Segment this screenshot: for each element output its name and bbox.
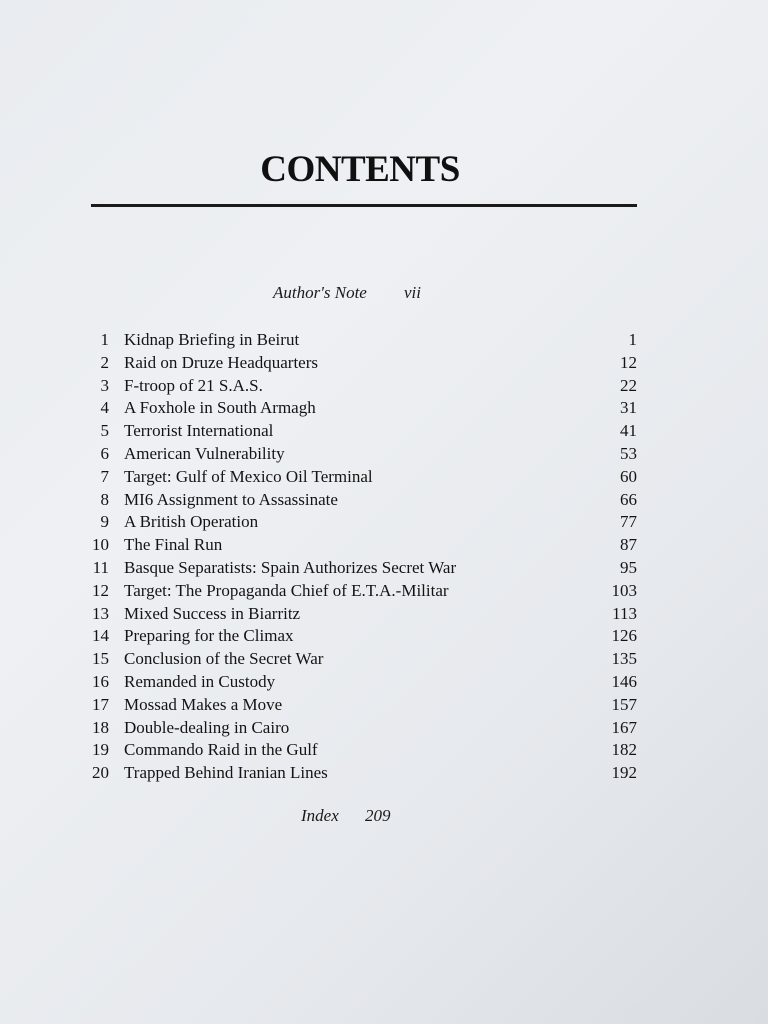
chapter-page-number: 53 bbox=[620, 443, 637, 463]
chapter-page-number: 182 bbox=[611, 740, 637, 760]
chapter-page-number: 126 bbox=[611, 626, 637, 646]
toc-row bbox=[0, 557, 768, 580]
chapter-page-number: 60 bbox=[620, 466, 637, 486]
chapter-number: 11 bbox=[92, 557, 109, 577]
chapter-number: 8 bbox=[100, 489, 109, 509]
chapter-title: Basque Separatists: Spain Authorizes Secret War bbox=[124, 557, 457, 577]
chapter-title: American Vulnerability bbox=[124, 443, 285, 463]
chapter-title: Kidnap Briefing in Beirut bbox=[124, 330, 300, 349]
chapter-page-number: 12 bbox=[620, 352, 637, 372]
toc-row bbox=[0, 717, 768, 740]
toc-row bbox=[0, 671, 768, 694]
chapter-title: Terrorist International bbox=[124, 421, 274, 441]
chapter-title: A Foxhole in South Armagh bbox=[124, 398, 316, 418]
chapter-page-number: 157 bbox=[611, 694, 637, 714]
toc-row bbox=[0, 580, 768, 603]
chapter-number: 3 bbox=[100, 375, 109, 395]
chapter-number: 7 bbox=[100, 466, 109, 486]
chapter-page-number: 113 bbox=[612, 603, 637, 623]
toc-row bbox=[0, 397, 768, 420]
chapter-number: 18 bbox=[92, 717, 109, 737]
chapter-title: The Final Run bbox=[124, 535, 223, 555]
toc-row bbox=[0, 352, 768, 375]
chapter-title: Conclusion of the Secret War bbox=[124, 649, 324, 669]
page-title: CONTENTS bbox=[260, 149, 460, 190]
toc-row bbox=[0, 489, 768, 512]
chapter-title: Target: Gulf of Mexico Oil Terminal bbox=[124, 466, 373, 486]
toc-row bbox=[0, 329, 768, 352]
chapter-number: 17 bbox=[92, 694, 109, 714]
front-matter-label: Author's Note bbox=[273, 283, 367, 302]
chapter-title: Mossad Makes a Move bbox=[124, 694, 283, 714]
toc-row bbox=[0, 648, 768, 671]
chapter-number: 19 bbox=[92, 740, 109, 760]
chapter-title: Double-dealing in Cairo bbox=[124, 717, 290, 737]
chapter-title: A British Operation bbox=[124, 512, 259, 532]
chapter-title: Trapped Behind Iranian Lines bbox=[124, 763, 328, 783]
chapter-page-number: 167 bbox=[611, 717, 637, 737]
chapter-title: Target: The Propaganda Chief of E.T.A.-Militar bbox=[124, 580, 449, 600]
chapter-title: Mixed Success in Biarritz bbox=[124, 603, 301, 623]
toc-row bbox=[0, 375, 768, 398]
chapter-number: 5 bbox=[100, 421, 109, 441]
toc-row bbox=[0, 534, 768, 557]
chapter-number: 13 bbox=[92, 603, 109, 623]
chapter-title: Raid on Druze Headquarters bbox=[124, 352, 319, 372]
chapter-page-number: 192 bbox=[611, 763, 637, 783]
toc-list bbox=[0, 329, 768, 785]
chapter-page-number: 1 bbox=[628, 330, 637, 349]
chapter-page-number: 95 bbox=[620, 557, 637, 577]
chapter-title: F-troop of 21 S.A.S. bbox=[124, 375, 263, 395]
back-matter-label: Index bbox=[301, 806, 339, 825]
chapter-title: Remanded in Custody bbox=[124, 671, 276, 691]
chapter-number: 6 bbox=[100, 443, 109, 463]
toc-row bbox=[0, 762, 768, 785]
chapter-page-number: 146 bbox=[611, 671, 637, 691]
chapter-number: 15 bbox=[92, 649, 109, 669]
chapter-number: 1 bbox=[100, 330, 109, 349]
title-rule bbox=[91, 204, 637, 207]
toc-row bbox=[0, 739, 768, 762]
chapter-page-number: 31 bbox=[620, 398, 637, 418]
chapter-page-number: 103 bbox=[611, 580, 637, 600]
toc-row bbox=[0, 694, 768, 717]
chapter-number: 10 bbox=[92, 535, 109, 555]
toc-row bbox=[0, 625, 768, 648]
back-matter-page: 209 bbox=[365, 806, 391, 825]
chapter-number: 20 bbox=[92, 763, 109, 783]
toc-row bbox=[0, 443, 768, 466]
chapter-page-number: 66 bbox=[620, 489, 637, 509]
chapter-page-number: 77 bbox=[620, 512, 637, 532]
chapter-page-number: 135 bbox=[611, 649, 637, 669]
chapter-number: 16 bbox=[92, 671, 109, 691]
chapter-number: 9 bbox=[100, 512, 109, 532]
chapter-title: Preparing for the Climax bbox=[124, 626, 294, 646]
toc-row bbox=[0, 420, 768, 443]
chapter-number: 2 bbox=[100, 352, 109, 372]
chapter-page-number: 22 bbox=[620, 375, 637, 395]
chapter-number: 14 bbox=[92, 626, 109, 646]
chapter-page-number: 87 bbox=[620, 535, 637, 555]
toc-row bbox=[0, 466, 768, 489]
front-matter-page: vii bbox=[404, 283, 421, 302]
chapter-title: MI6 Assignment to Assassinate bbox=[124, 489, 338, 509]
chapter-page-number: 41 bbox=[620, 421, 637, 441]
toc-row bbox=[0, 511, 768, 534]
toc-row bbox=[0, 603, 768, 626]
chapter-title: Commando Raid in the Gulf bbox=[124, 740, 318, 760]
chapter-number: 12 bbox=[92, 580, 109, 600]
chapter-number: 4 bbox=[100, 398, 109, 418]
